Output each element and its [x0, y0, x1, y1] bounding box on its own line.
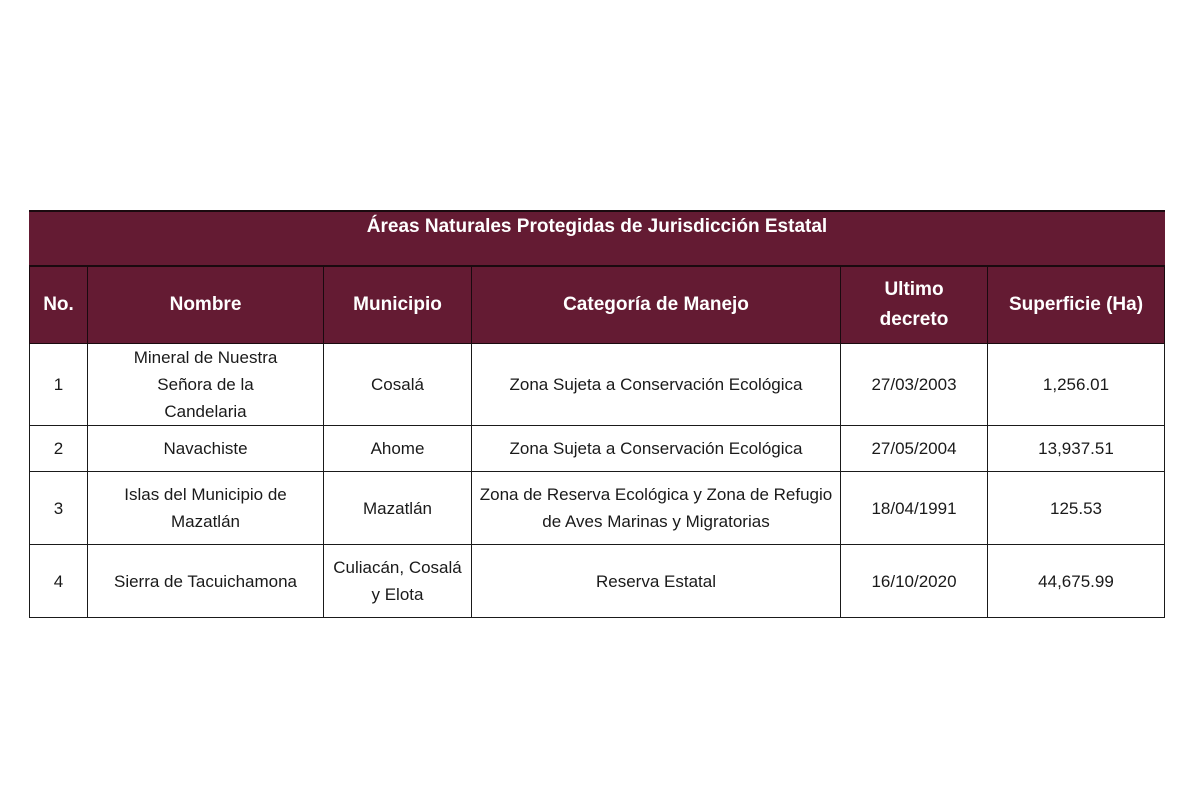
cell-municipio: Mazatlán: [324, 472, 472, 545]
protected-areas-table: [29, 210, 1165, 618]
header-decreto: Ultimo decreto: [841, 266, 988, 344]
cell-decreto: 27/03/2003: [841, 344, 988, 426]
header-superficie: Superficie (Ha): [988, 266, 1165, 344]
cell-superficie: 44,675.99: [988, 545, 1165, 618]
header-nombre: Nombre: [88, 266, 324, 344]
table-header-row: [30, 266, 1165, 344]
cell-nombre: Sierra de Tacuichamona: [88, 545, 324, 618]
table-title: Áreas Naturales Protegidas de Jurisdicción Estatal: [30, 211, 1165, 266]
table-title-row: [30, 211, 1165, 266]
cell-nombre: Mineral de Nuestra Señora de la Candelaria: [88, 344, 324, 426]
table-row: [30, 426, 1165, 472]
cell-categoria: Zona Sujeta a Conservación Ecológica: [472, 426, 841, 472]
header-no: No.: [30, 266, 88, 344]
cell-no: 2: [30, 426, 88, 472]
cell-superficie: 125.53: [988, 472, 1165, 545]
cell-categoria: Reserva Estatal: [472, 545, 841, 618]
cell-categoria: Zona Sujeta a Conservación Ecológica: [472, 344, 841, 426]
cell-decreto: 18/04/1991: [841, 472, 988, 545]
cell-no: 4: [30, 545, 88, 618]
table-row: [30, 344, 1165, 426]
cell-decreto: 27/05/2004: [841, 426, 988, 472]
header-municipio: Municipio: [324, 266, 472, 344]
cell-decreto: 16/10/2020: [841, 545, 988, 618]
cell-municipio: Culiacán, Cosalá y Elota: [324, 545, 472, 618]
cell-no: 1: [30, 344, 88, 426]
cell-nombre: Islas del Municipio de Mazatlán: [88, 472, 324, 545]
header-categoria: Categoría de Manejo: [472, 266, 841, 344]
table-row: [30, 472, 1165, 545]
cell-superficie: 1,256.01: [988, 344, 1165, 426]
cell-categoria: Zona de Reserva Ecológica y Zona de Refugio de Aves Marinas y Migratorias: [472, 472, 841, 545]
cell-no: 3: [30, 472, 88, 545]
cell-nombre: Navachiste: [88, 426, 324, 472]
protected-areas-table-wrapper: [29, 210, 1164, 618]
cell-municipio: Cosalá: [324, 344, 472, 426]
table-row: [30, 545, 1165, 618]
cell-municipio: Ahome: [324, 426, 472, 472]
cell-superficie: 13,937.51: [988, 426, 1165, 472]
